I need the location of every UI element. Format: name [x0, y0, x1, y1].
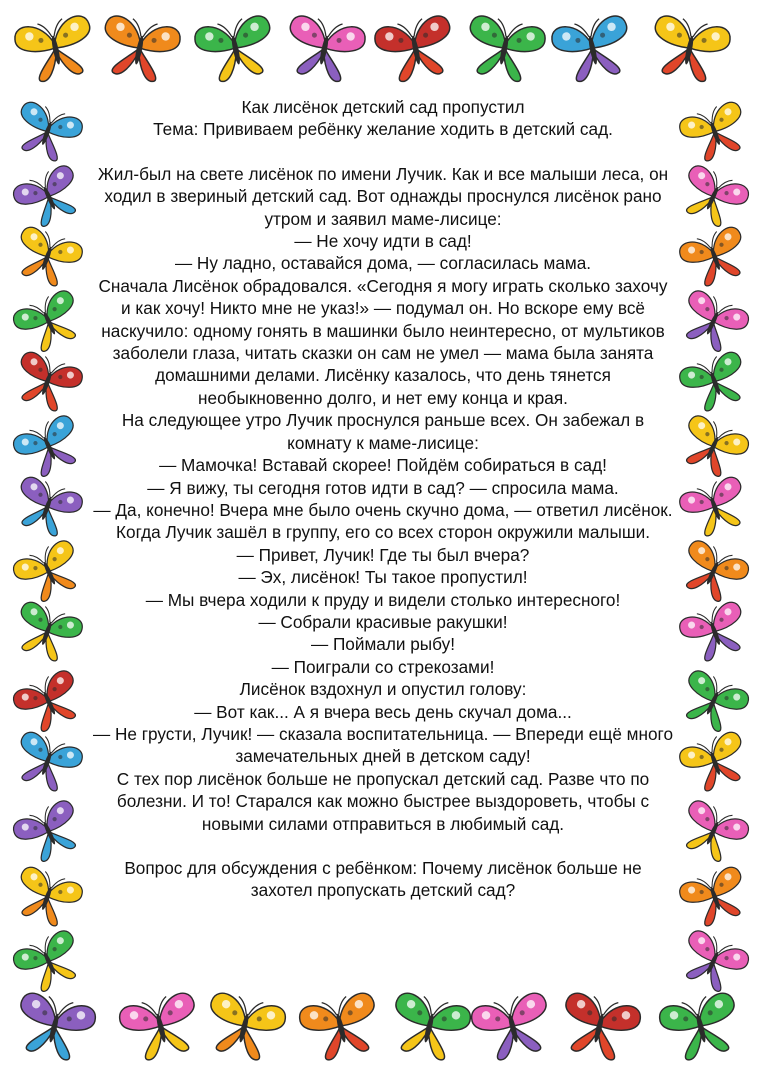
butterfly-icon	[9, 864, 85, 931]
story-paragraph: — Я вижу, ты сегодня готов идти в сад? — спросила мама.	[147, 477, 619, 498]
story-paragraph: — Эх, лисёнок! Ты такое пропустил!	[238, 567, 528, 588]
butterfly-icon	[9, 349, 85, 416]
butterfly-icon	[10, 162, 88, 233]
story-text	[92, 96, 674, 902]
butterfly-icon	[10, 287, 88, 358]
butterfly-icon	[674, 537, 752, 608]
butterfly-icon	[9, 474, 85, 541]
butterfly-icon	[117, 990, 205, 1064]
butterfly-icon	[96, 13, 182, 85]
butterfly-icon	[677, 864, 753, 931]
butterfly-icon	[677, 474, 753, 541]
butterfly-icon	[677, 729, 753, 796]
butterfly-icon	[469, 990, 557, 1064]
butterfly-icon	[677, 224, 753, 291]
story-paragraph: — Мамочка! Вставай скорее! Пойдём собираться в сад!	[159, 455, 607, 476]
butterfly-icon	[193, 13, 279, 85]
butterfly-icon	[200, 990, 288, 1064]
butterfly-icon	[10, 667, 88, 738]
story-paragraph: — Не грусти, Лучик! — сказала воспитательница. — Впереди ещё много замечательных дней в детском саду!	[92, 723, 674, 767]
story-paragraph: — Мы вчера ходили к пруду и видели столько интересного!	[145, 589, 621, 610]
story-paragraph: Жил-был на свете лисёнок по имени Лучик. Как и все малыши леса, он ходил в звериный детский сад. Вот однажды проснулся лисёнок рано утром и заявил маме-лисице:	[97, 163, 669, 229]
story-paragraph: — Привет, Лучик! Где ты был вчера?	[236, 544, 530, 565]
butterfly-icon	[10, 412, 88, 483]
butterfly-icon	[9, 99, 85, 166]
discussion-question: Вопрос для обсуждения с ребёнком: Почему лисёнок больше не захотел пропускать детский сад?	[124, 858, 642, 901]
story-paragraph: — Поймали рыбу!	[310, 634, 455, 655]
butterfly-icon	[9, 224, 85, 291]
story-paragraph: — Ну ладно, оставайся дома, — согласилась мама.	[174, 253, 592, 274]
butterfly-icon	[461, 13, 547, 85]
butterfly-icon	[555, 990, 643, 1064]
butterfly-icon	[674, 797, 752, 868]
butterfly-icon	[10, 797, 88, 868]
butterfly-icon	[677, 349, 753, 416]
butterfly-icon	[550, 13, 636, 85]
butterfly-icon	[10, 990, 98, 1064]
story-paragraph: — Не хочу идти в сад!	[294, 231, 472, 252]
butterfly-icon	[674, 162, 752, 233]
story-body	[92, 163, 674, 835]
butterfly-icon	[9, 599, 85, 666]
butterfly-icon	[385, 990, 473, 1064]
story-paragraph: — Поиграли со стрекозами!	[271, 656, 495, 677]
story-theme: Тема: Прививаем ребёнку желание ходить в детский сад.	[153, 119, 613, 140]
butterfly-icon	[657, 990, 745, 1064]
butterfly-icon	[677, 99, 753, 166]
butterfly-icon	[9, 729, 85, 796]
story-paragraph: Когда Лучик зашёл в группу, его со всех сторон окружили малыши.	[116, 522, 650, 543]
story-paragraph: Лисёнок вздохнул и опустил голову:	[239, 679, 527, 700]
story-paragraph: — Да, конечно! Вчера мне было очень скучно дома, — ответил лисёнок.	[93, 499, 673, 520]
story-paragraph: — Вот как... А я вчера весь день скучал дома...	[194, 701, 572, 722]
butterfly-icon	[10, 537, 88, 608]
butterfly-icon	[674, 667, 752, 738]
story-paragraph: — Собрали красивые ракушки!	[258, 611, 508, 632]
butterfly-icon	[373, 13, 459, 85]
butterfly-icon	[677, 599, 753, 666]
butterfly-icon	[646, 13, 732, 85]
butterfly-icon	[674, 287, 752, 358]
story-paragraph: С тех пор лисёнок больше не пропускал детский сад. Разве что по болезни. И то! Старался как можно быстрее выздороветь, чтобы с новыми силами отправиться в любимый сад.	[116, 768, 650, 834]
butterfly-icon	[297, 990, 385, 1064]
butterfly-icon	[10, 927, 88, 998]
butterfly-icon	[281, 13, 367, 85]
butterfly-icon	[13, 13, 99, 85]
butterfly-icon	[674, 927, 752, 998]
story-title: Как лисёнок детский сад пропустил	[241, 97, 525, 117]
butterfly-icon	[674, 412, 752, 483]
story-paragraph: Сначала Лисёнок обрадовался. «Сегодня я могу играть сколько захочу и как хочу! Никто мне не указ!» — подумал он. Но вскоре ему всё наскучило: одному гонять в машинки было неинтересно, от мультиков заболели глаза, читать сказки он сам не умел — мама была занята домашними делами. Лисёнку казалось, что день тянется необыкновенно долго, и нет ему конца и края.	[98, 275, 668, 408]
story-paragraph: На следующее утро Лучик проснулся раньше всех. Он забежал в комнату к маме-лисице:	[121, 410, 645, 453]
